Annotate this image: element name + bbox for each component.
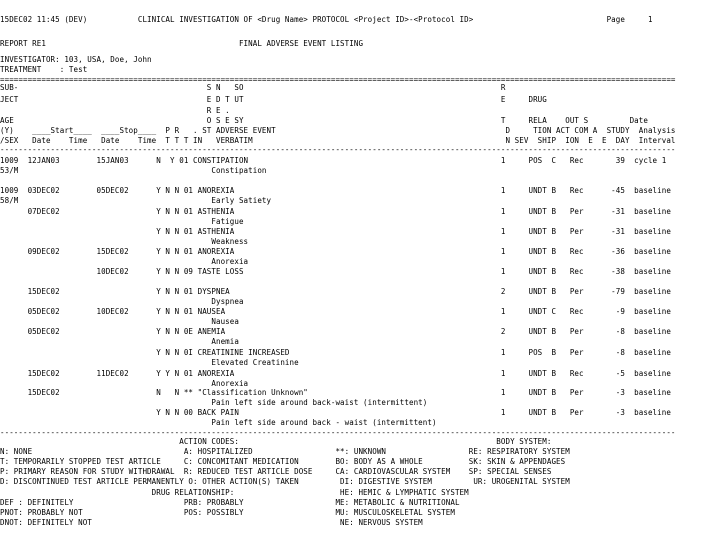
table-row: Dyspnea: [0, 297, 244, 306]
legend-line: PNOT: PROBABLY NOT POS: POSSIBLY MU: MUSCULOSKELETAL SYSTEM: [0, 508, 455, 517]
report-header-line2: REPORT RE1 FINAL ADVERSE EVENT LISTING: [0, 39, 364, 48]
column-header-row2: JECT E D T UT E DRUG: [0, 95, 547, 104]
table-row: 53/M Constipation: [0, 166, 267, 175]
table-row: Weakness: [0, 237, 249, 246]
report-header-line1: 15DEC02 11:45 (DEV) CLINICAL INVESTIGATION OF <Drug Name> PROTOCOL <Project ID>-<Protocol ID> Page 1: [0, 15, 653, 24]
table-row: Anemia: [0, 337, 239, 346]
table-row: Y N N 00 BACK PAIN 1 UNDT B Per -3 baseline: [0, 408, 671, 417]
table-row: Pain left side around back - waist (intermittent): [0, 418, 437, 427]
table-row: Y N N 01 ASTHENIA 1 UNDT B Per -31 baseline: [0, 227, 671, 236]
table-row: 09DEC02 15DEC02 Y N N 01 ANOREXIA 1 UNDT B Rec -36 baseline: [0, 247, 671, 256]
table-row: Nausea: [0, 317, 239, 326]
treatment-line: TREATMENT : Test: [0, 65, 88, 74]
column-header-row1: SUB- S N SO R: [0, 83, 506, 92]
table-row: 58/M Early Satiety: [0, 196, 272, 205]
table-row: Elevated Creatinine: [0, 358, 299, 367]
table-row: Pain left side around back-waist (intermittent): [0, 398, 428, 407]
column-header-row3: R E .: [0, 106, 230, 115]
header-dash-rule: ---------------------------------------------------------------------------------------------------------------------------------------------------: [0, 145, 676, 154]
investigator-line: INVESTIGATOR: 103, USA, Doe, John: [0, 55, 152, 64]
column-header-row4: AGE O S E SY T RELA OUT S Date: [0, 116, 648, 125]
table-row: 15DEC02 N N ** "Classification Unknown" 1 UNDT B Per -3 baseline: [0, 388, 671, 397]
legend-line: DNOT: DEFINITELY NOT NE: NERVOUS SYSTEM: [0, 518, 423, 527]
table-row: 15DEC02 Y N N 01 DYSPNEA 2 UNDT B Per -79 baseline: [0, 287, 671, 296]
legend-titles: ACTION CODES: BODY SYSTEM:: [0, 437, 552, 446]
legend-line: T: TEMPORARILY STOPPED TEST ARTICLE C: CONCOMITANT MEDICATION BO: BODY AS A WHOLE SK: SKIN & APPENDAGES: [0, 457, 566, 466]
table-row: 10DEC02 Y N N 09 TASTE LOSS 1 UNDT B Rec -38 baseline: [0, 267, 671, 276]
legend-line: N: NONE A: HOSPITALIZED **: UNKNOWN RE: RESPIRATORY SYSTEM: [0, 447, 570, 456]
top-double-rule: ===================================================================================================================================================: [0, 75, 676, 84]
table-row: Anorexia: [0, 257, 249, 266]
table-row: 05DEC02 Y N N 0E ANEMIA 2 UNDT B Per -8 baseline: [0, 327, 671, 336]
table-row: Y N N 0I CREATININE INCREASED 1 POS B Per -8 baseline: [0, 348, 671, 357]
legend-line: D: DISCONTINUED TEST ARTICLE PERMANENTLY O: OTHER ACTION(S) TAKEN DI: DIGESTIVE SYSTEM UR: UROGENITAL SYSTEM: [0, 477, 570, 486]
legend-dash-rule: ---------------------------------------------------------------------------------------------------------------------------------------------------: [0, 428, 676, 437]
table-row: Fatigue: [0, 217, 244, 226]
column-header-row5: (Y) ____Start____ ____Stop____ P R . ST ADVERSE EVENT D TION ACT COM A STUDY Analysis: [0, 126, 676, 135]
legend-line: P: PRIMARY REASON FOR STUDY WITHDRAWAL R: REDUCED TEST ARTICLE DOSE CA: CARDIOVASCULAR SYSTEM SP: SPECIAL SENSES: [0, 467, 552, 476]
table-row: 1009 03DEC02 05DEC02 Y N N 01 ANOREXIA 1 UNDT B Rec -45 baseline: [0, 186, 671, 195]
table-row: Anorexia: [0, 379, 249, 388]
table-row: 15DEC02 11DEC02 Y Y N 01 ANOREXIA 1 UNDT B Rec -5 baseline: [0, 369, 671, 378]
table-row: 1009 12JAN03 15JAN03 N Y 01 CONSTIPATION 1 POS C Rec 39 cycle 1: [0, 156, 667, 165]
table-row: 05DEC02 10DEC02 Y N N 01 NAUSEA 1 UNDT C Rec -9 baseline: [0, 307, 671, 316]
legend-line: DRUG RELATIONSHIP: HE: HEMIC & LYMPHATIC SYSTEM: [0, 488, 469, 497]
legend-line: DEF : DEFINITELY PRB: PROBABLY ME: METABOLIC & NUTRITIONAL: [0, 498, 460, 507]
column-header-row6: /SEX Date Time Date Time T T T IN VERBATIM N SEV SHIP ION E E DAY Interval: [0, 136, 676, 145]
table-row: 07DEC02 Y N N 01 ASTHENIA 1 UNDT B Per -31 baseline: [0, 207, 671, 216]
